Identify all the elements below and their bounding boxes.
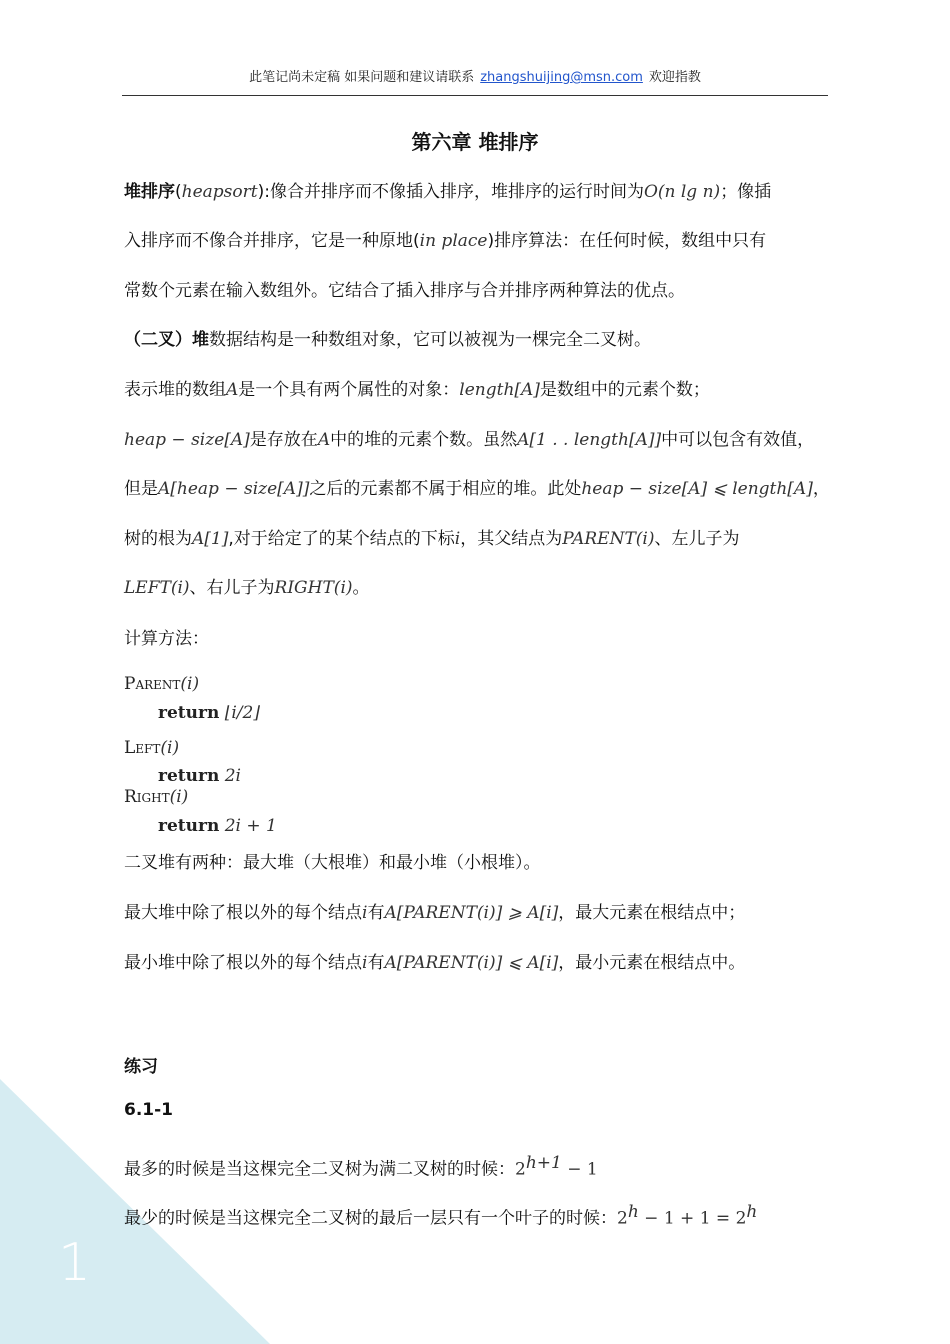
page-header (122, 68, 828, 96)
para4: 二叉堆有两种：最大堆（大根堆）和最小堆（小根堆）。 (124, 853, 541, 873)
para3-line1: 表示堆的数组A是一个具有两个属性的对象：length[A]是数组中的元素个数； (124, 380, 710, 400)
para1-line1: 堆排序(heapsort):像合并排序而不像插入排序，堆排序的运行时间为O(n lg n)；像插 (124, 182, 772, 202)
para3-line2: heap − size[A]是存放在A中的堆的元素个数。虽然A[1 . . length[A]]中可以包含有效值， (124, 430, 815, 450)
algo-right-body: return 2i + 1 (158, 816, 277, 836)
header-thanks: 欢迎指教 (648, 70, 701, 85)
calc-label: 计算方法： (124, 629, 209, 649)
answer-line2: 最少的时候是当这棵完全二叉树的最后一层只有一个叶子的时候：$2^h - 1 + 1 = 2^h$ (124, 1202, 758, 1229)
para6: 最小堆中除了根以外的每个结点i有A[PARENT(i)] ⩽ A[i]，最小元素在根结点中。 (124, 953, 746, 973)
email-link[interactable]: zhangshuijing@msn.com (480, 70, 643, 85)
chapter-title: 第六章 堆排序 (411, 130, 539, 154)
para2: （二叉）堆数据结构是一种数组对象，它可以被视为一棵完全二叉树。 (124, 330, 651, 350)
algo-parent-body: return ⌊i/2⌋ (158, 703, 260, 723)
para3-line4: 树的根为A[1],对于给定了的某个结点的下标i，其父结点为PARENT(i)、左儿子为 (124, 529, 740, 549)
exercise-heading: 练习 (124, 1057, 158, 1077)
algo-right-header: Right(i) (124, 787, 189, 807)
algo-parent-header: Parent(i) (124, 674, 200, 694)
header-note: 此笔记尚未定稿 如果问题和建议请联系 (249, 70, 475, 85)
para1-line3: 常数个元素在输入数组外。它结合了插入排序与合并排序两种算法的优点。 (124, 281, 685, 301)
algo-left-body: return 2i (158, 766, 241, 786)
para1-line2: 入排序而不像合并排序，它是一种原地(in place)排序算法：在任何时候，数组中只有 (124, 231, 767, 251)
page-number: 1 (58, 1233, 92, 1293)
para3-line3: 但是A[heap − size[A]]之后的元素都不属于相应的堆。此处heap − size[A] ⩽ length[A]， (124, 479, 830, 499)
answer-line1: 最多的时候是当这棵完全二叉树为满二叉树的时候：$2^{h+1} - 1$ (124, 1153, 598, 1180)
exercise-number: 6.1-1 (124, 1100, 173, 1120)
algo-left-header: Left(i) (124, 738, 180, 758)
para5: 最大堆中除了根以外的每个结点i有A[PARENT(i)] ⩾ A[i]，最大元素在根结点中； (124, 903, 746, 923)
para3-line5: LEFT(i)、右儿子为RIGHT(i)。 (124, 578, 370, 598)
